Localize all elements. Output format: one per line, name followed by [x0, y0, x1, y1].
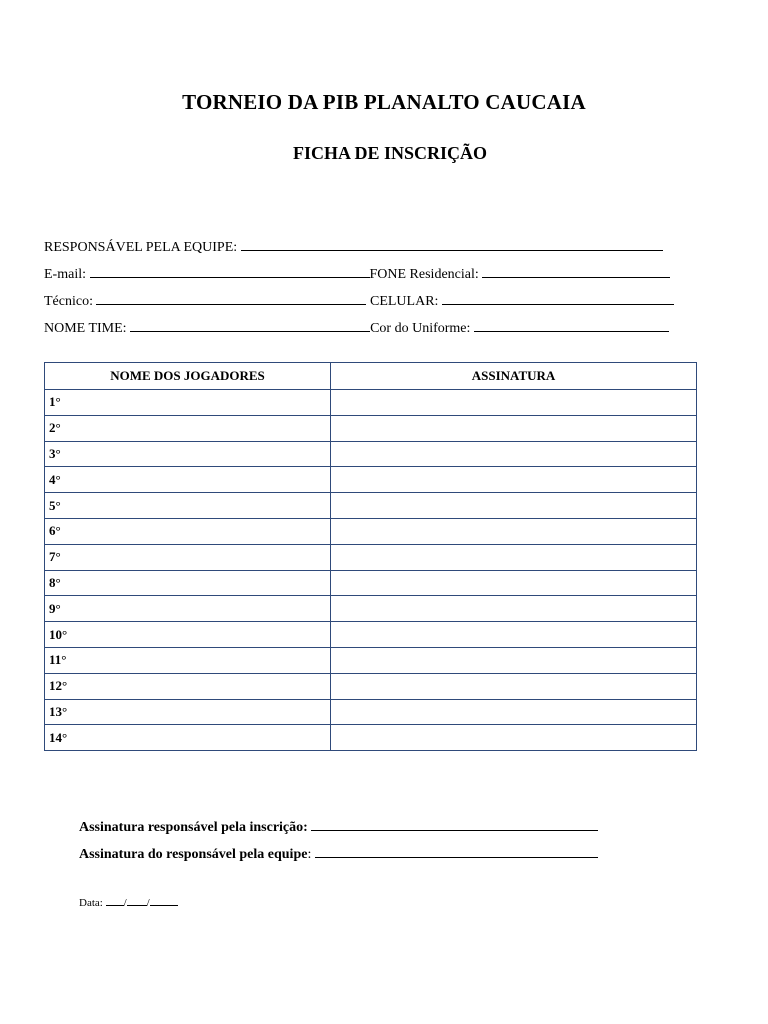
date-day-blank[interactable]	[106, 895, 124, 906]
signature-equipe	[79, 844, 598, 863]
email-blank[interactable]	[90, 264, 370, 278]
table-row	[45, 647, 697, 673]
table-row	[45, 673, 697, 699]
nome-time-blank[interactable]	[130, 318, 370, 332]
player-name-cell[interactable]: 1°	[45, 390, 331, 416]
player-name-cell[interactable]: 11°	[45, 647, 331, 673]
table-row	[45, 518, 697, 544]
player-signature-cell[interactable]	[331, 647, 697, 673]
player-name-cell[interactable]: 3°	[45, 441, 331, 467]
signature-inscricao	[79, 817, 598, 836]
player-name-cell[interactable]: 10°	[45, 622, 331, 648]
cor-uniforme-label: Cor do Uniforme:	[370, 321, 474, 336]
player-name-cell[interactable]: 9°	[45, 596, 331, 622]
player-name-cell[interactable]: 7°	[45, 544, 331, 570]
field-responsavel	[44, 237, 663, 256]
player-signature-cell[interactable]	[331, 622, 697, 648]
celular-blank[interactable]	[442, 291, 674, 305]
player-name-cell[interactable]: 2°	[45, 415, 331, 441]
responsavel-blank[interactable]	[241, 237, 663, 251]
player-name-cell[interactable]: 4°	[45, 467, 331, 493]
player-name-cell[interactable]: 5°	[45, 493, 331, 519]
responsavel-label: RESPONSÁVEL PELA EQUIPE:	[44, 240, 241, 255]
date-label: Data:	[79, 897, 106, 909]
player-signature-cell[interactable]	[331, 699, 697, 725]
players-table	[44, 362, 697, 751]
player-signature-cell[interactable]	[331, 596, 697, 622]
player-name-cell[interactable]: 14°	[45, 725, 331, 751]
player-signature-cell[interactable]	[331, 544, 697, 570]
date-month-blank[interactable]	[127, 895, 147, 906]
field-tecnico-celular	[44, 291, 674, 310]
player-signature-cell[interactable]	[331, 725, 697, 751]
player-signature-cell[interactable]	[331, 467, 697, 493]
table-row	[45, 544, 697, 570]
field-time-uniforme	[44, 318, 669, 337]
table-row	[45, 699, 697, 725]
table-row	[45, 725, 697, 751]
signature-equipe-colon: :	[307, 847, 315, 862]
player-signature-cell[interactable]	[331, 493, 697, 519]
field-email-fone	[44, 264, 670, 283]
table-header-row	[45, 363, 697, 390]
player-name-cell[interactable]: 6°	[45, 518, 331, 544]
table-row	[45, 622, 697, 648]
player-signature-cell[interactable]	[331, 570, 697, 596]
form-subtitle: FICHA DE INSCRIÇÃO	[292, 143, 488, 163]
player-name-cell[interactable]: 13°	[45, 699, 331, 725]
player-signature-cell[interactable]	[331, 441, 697, 467]
tecnico-label: Técnico:	[44, 294, 97, 309]
player-signature-cell[interactable]	[331, 673, 697, 699]
cor-uniforme-blank[interactable]	[474, 318, 669, 332]
date-year-blank[interactable]	[150, 895, 178, 906]
email-label: E-mail:	[44, 267, 90, 282]
header-nome-jogadores: NOME DOS JOGADORES	[45, 363, 331, 390]
signature-equipe-blank[interactable]	[315, 844, 598, 858]
table-row	[45, 596, 697, 622]
player-name-cell[interactable]: 8°	[45, 570, 331, 596]
date-sep-2: /	[146, 897, 150, 909]
player-signature-cell[interactable]	[331, 415, 697, 441]
table-row	[45, 390, 697, 416]
form-title: TORNEIO DA PIB PLANALTO CAUCAIA	[182, 90, 586, 114]
player-signature-cell[interactable]	[331, 390, 697, 416]
table-row	[45, 415, 697, 441]
tecnico-blank[interactable]	[96, 291, 366, 305]
fone-label: FONE Residencial:	[369, 267, 483, 282]
date-sep-1: /	[123, 897, 127, 909]
table-row	[45, 467, 697, 493]
date-field	[79, 895, 178, 909]
fone-blank[interactable]	[482, 264, 670, 278]
celular-label: CELULAR:	[366, 294, 442, 309]
table-row	[45, 493, 697, 519]
signature-inscricao-blank[interactable]	[311, 817, 598, 831]
table-row	[45, 441, 697, 467]
signature-inscricao-label: Assinatura responsável pela inscrição:	[79, 820, 312, 835]
player-signature-cell[interactable]	[331, 518, 697, 544]
table-row	[45, 570, 697, 596]
nome-time-label: NOME TIME:	[44, 321, 131, 336]
player-name-cell[interactable]: 12°	[45, 673, 331, 699]
signature-equipe-label: Assinatura do responsável pela equipe	[79, 847, 308, 862]
header-assinatura: ASSINATURA	[331, 363, 697, 390]
